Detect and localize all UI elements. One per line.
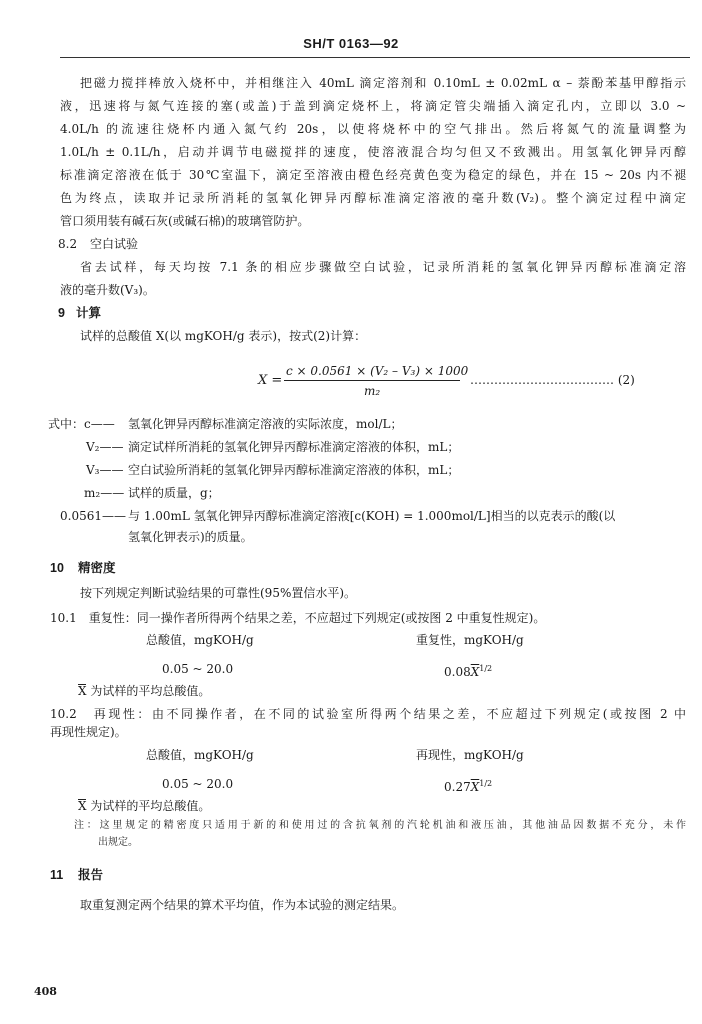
overline-mark [78,684,86,685]
text-line: 按下列规定判断试验结果的可靠性(95%置信水平)。 [80,586,357,600]
where-desc: 氢氧化钾异丙醇标准滴定溶液的实际浓度，mol/L； [128,417,403,431]
text-line: 10.1 重复性：同一操作者所得两个结果之差，不应超过下列规定(或按图 2 中重复性规定)。 [50,611,546,625]
page-number: 408 [34,985,57,998]
where-desc: 滴定试样所消耗的氢氧化钾异丙醇标准滴定溶液的体积，mL； [128,440,460,454]
table1-range: 0.05 ~ 20.0 [162,662,234,676]
section-title-10: 精密度 [78,561,116,575]
where-desc: 试样的质量，g； [128,486,220,500]
overline-mark [78,799,86,800]
where-symbol: V₃—— [86,463,124,477]
formula-lhs: X = [258,373,283,388]
text-line: 色为终点，读取并记录所消耗的氢氧化钾异丙醇标准滴定溶液的毫升数(V₂)。整个滴定过程中滴定 [60,191,686,205]
text-line: 标准滴定溶液在低于 30℃室温下，滴定至溶液由橙色经亮黄色变为稳定的绿色，并在 15 ~ 20s 内不褪 [60,168,686,182]
table1-col1-header: 总酸值，mgKOH/g [146,633,254,647]
text-line: 把磁力搅拌棒放入烧杯中，并相继注入 40mL 滴定溶剂和 0.10mL ± 0.02mL α – 萘酚苯基甲醇指示 [80,76,686,90]
section-number-11: 11 [50,868,64,882]
text-line: 液的毫升数(V₃)。 [60,283,155,297]
text-line: 10.2 再现性：由不同操作者，在不同的试验室所得两个结果之差，不应超过下列规定(或按图 2 中 [50,707,686,721]
table1-coef: 0.08 [444,665,471,679]
text-line: 取重复测定两个结果的算术平均值，作为本试验的测定结果。 [80,898,405,912]
text-line: 液，迅速将与氮气连接的塞(或盖)于盖到滴定烧杯上，将滴定管尖端插入滴定孔内，立即以 3.0 ~ [60,99,686,113]
note-xbar-2: X 为试样的平均总酸值。 [78,799,211,813]
text-line: 试样的总酸值 X(以 mgKOH/g 表示)，按式(2)计算： [80,329,367,343]
note-line: 注：这里规定的精密度只适用于新的和使用过的含抗氧剂的汽轮机油和液压油，其他油品因数据不充分，未作 [74,820,686,831]
fraction-bar [284,380,460,381]
table2-exponent: 1/2 [479,779,493,788]
text-line: 管口须用装有碱石灰(或碱石棉)的玻璃管防护。 [60,214,310,228]
header-rule [60,57,690,58]
equation-label: ……………………………… (2) [470,373,635,387]
section-title-11: 报告 [78,868,104,882]
text-line: 省去试样，每天均按 7.1 条的相应步骤做空白试验，记录所消耗的氢氧化钾异丙醇标准滴定溶 [80,260,686,274]
section-number-9: 9 [58,306,65,320]
formula-numerator: c × 0.0561 × (V₂ – V₃) × 1000 [286,364,469,378]
note-line: 出规定。 [98,837,138,848]
where-symbol: m₂—— [84,486,125,500]
text-line: 1.0L/h ± 0.1L/h，启动并调节电磁搅拌的速度，使溶液混合均匀但又不致溅出。用氢氧化钾异丙醇 [60,145,686,159]
table1-exponent: 1/2 [479,664,493,673]
table2-range: 0.05 ~ 20.0 [162,777,234,791]
page-header-code: SH/T 0163—92 [303,36,399,51]
section-title-9: 计算 [76,306,102,320]
table2-formula: $0.27\overline{X}^{1/2}$ [444,779,493,794]
section-number-8-2: 8.2 [58,237,78,251]
text-line: 再现性规定)。 [50,725,127,739]
note-xbar-1: X 为试样的平均总酸值。 [78,684,211,698]
formula-denominator: m₂ [364,384,381,398]
table1-formula: $0.08\overline{X}^{1/2}$ [444,664,493,679]
where-symbol: 式中：c—— [48,417,115,431]
table2-col1-header: 总酸值，mgKOH/g [146,748,254,762]
where-desc: 空白试验所消耗的氢氧化钾异丙醇标准滴定溶液的体积，mL； [128,463,460,477]
where-symbol: 0.0561—— [60,509,126,523]
table2-coef: 0.27 [444,780,471,794]
text-line: 4.0L/h 的流速往烧杯内通入氮气约 20s，以使将烧杯中的空气排出。然后将氮气的流量调整为 [60,122,686,136]
section-number-10: 10 [50,561,64,575]
table2-col2-header: 再现性，mgKOH/g [416,748,524,762]
table1-col2-header: 重复性，mgKOH/g [416,633,524,647]
where-symbol: V₂—— [86,440,124,454]
section-title-8-2: 空白试验 [90,237,139,251]
where-desc-cont: 氢氧化钾表示)的质量。 [128,530,253,544]
where-desc: 与 1.00mL 氢氧化钾异丙醇标准滴定溶液[c(KOH) = 1.000mol/L]相当的以克表示的酸(以 [128,509,616,523]
